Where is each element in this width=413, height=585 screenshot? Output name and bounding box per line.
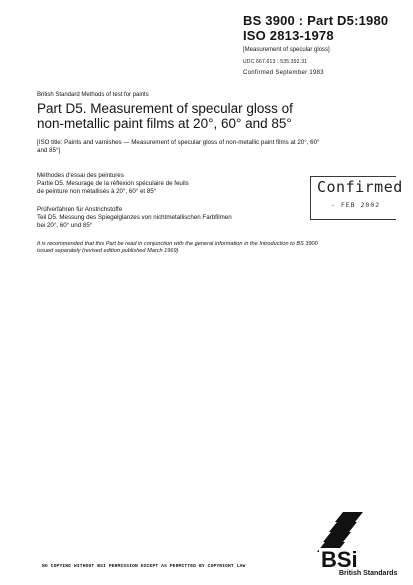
amendment-note: [Measurement of specular gloss] <box>243 47 330 53</box>
recommendation-notice <box>37 241 318 255</box>
iso-title-line-1: [ISO title: Paints and varnishes — Measurement of specular gloss of non-metallic paint films at 20°, 60° <box>37 139 320 146</box>
iso-title <box>37 139 382 155</box>
french-line-1: Méthodes d'essai des peintures <box>37 172 124 179</box>
iso-title-line-2: and 85°] <box>37 147 61 154</box>
french-title <box>37 172 189 196</box>
title-line-1: Part D5. Measurement of specular gloss of <box>37 101 293 116</box>
bsi-logo-mark: BSi <box>321 547 358 572</box>
german-title <box>37 206 232 230</box>
stamp-date: - FEB 2002 <box>331 201 381 209</box>
bsi-logo <box>315 512 395 572</box>
german-line-3: bei 20°, 60° und 85° <box>37 222 93 229</box>
udc-reference: UDC 667.613 : 535.392.31 <box>243 59 308 65</box>
logo-subtitle: British Standards <box>339 570 398 577</box>
title-line-2: non-metallic paint films at 20°, 60° and 85° <box>37 116 292 131</box>
german-line-2: Teil D5. Messung des Spiegelglanzes von nichtmetallischen Farbfilmen <box>37 214 232 221</box>
copyright-notice: NO COPYING WITHOUT BSI PERMISSION EXCEPT AS PERMITTED BY COPYRIGHT LAW <box>42 564 246 569</box>
german-line-1: Prüfverfahren für Anstrichstoffe <box>37 206 123 213</box>
notice-line-2: issued separately (revised edition published March 1969) <box>37 248 179 254</box>
iso-number: ISO 2813-1978 <box>243 28 334 43</box>
french-line-2: Partie D5. Mesurage de la réflexion spéculaire de feuils <box>37 180 189 187</box>
standard-number: BS 3900 : Part D5:1980 <box>243 13 389 28</box>
stamp-word: Confirmed <box>317 178 403 196</box>
confirmed-stamp <box>310 176 403 220</box>
notice-line-1: It is recommended that this Part be read in conjunction with the general information in the Introduction to BS 3900 <box>37 241 318 247</box>
french-line-3: de peinture non métallisés à 20°, 60° et 85° <box>37 188 157 195</box>
series-title: British Standard Methods of test for paints <box>37 92 149 98</box>
confirmed-date: Confirmed September 1983 <box>243 70 324 76</box>
document-title <box>37 101 357 131</box>
